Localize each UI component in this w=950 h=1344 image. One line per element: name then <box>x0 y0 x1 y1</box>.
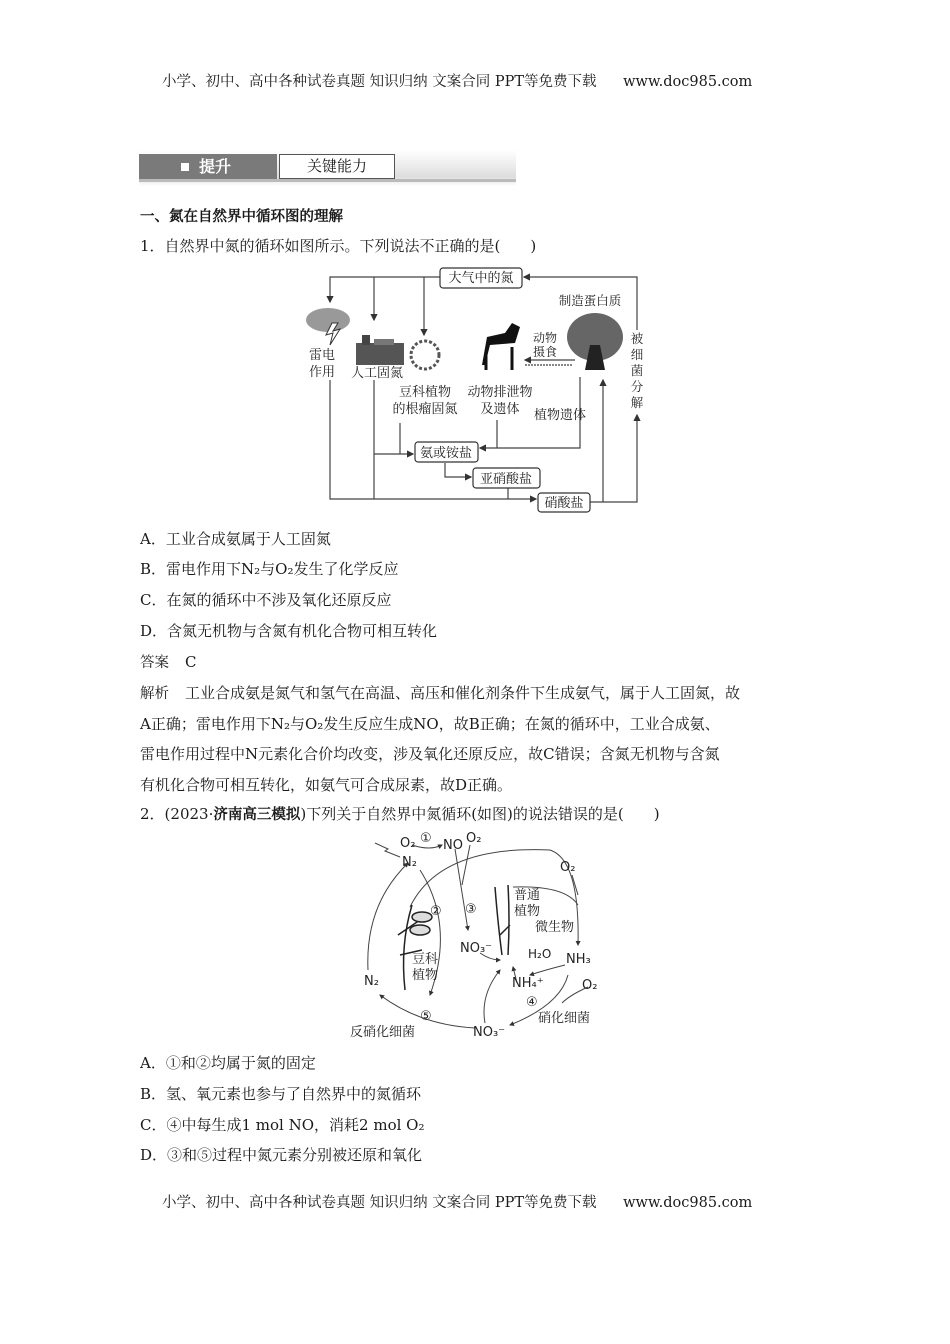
nitrogen-cycle-diagram-1 <box>300 265 650 515</box>
footer-text: 小学、初中、高中各种试卷真题 知识归纳 文案合同 PPT等免费下载 <box>162 1195 597 1211</box>
page-header <box>162 70 752 91</box>
answer-value: C <box>185 653 197 671</box>
q2-stem-prefix: 2．(2023· <box>140 805 214 823</box>
label-nitrifying: 硝化细菌 <box>538 1011 591 1026</box>
label-excreta-1: 动物排泄物 <box>467 385 533 400</box>
label-atmosphere: 大气中的氮 <box>448 271 514 286</box>
label-no: NO <box>443 838 463 853</box>
label-ammonia: 氨或铵盐 <box>419 446 473 461</box>
tab-dark-label: 提升 <box>199 157 232 176</box>
label-step-3: ③ <box>465 902 477 917</box>
q2-option-b: B．氢、氧元素也参与了自然界中的氮循环 <box>140 1085 422 1103</box>
label-legume-2: 的根瘤固氮 <box>392 402 458 417</box>
answer-label: 答案 <box>140 655 169 671</box>
analysis-label: 解析 <box>140 686 169 702</box>
label-microbe: 微生物 <box>535 920 575 935</box>
label-nh3: NH₃ <box>566 952 591 967</box>
q1-option-d: D．含氮无机物与含氮有机化合物可相互转化 <box>140 622 438 640</box>
section-tab-bar <box>139 150 516 186</box>
q1-analysis-2: A正确；雷电作用下N₂与O₂发生反应生成NO，故B正确；在氮的循环中，工业合成氨、 <box>140 715 720 733</box>
footer-url[interactable]: www.doc985.com <box>623 1195 753 1211</box>
q1-option-b: B．雷电作用下N₂与O₂发生了化学反应 <box>140 560 399 578</box>
label-nitrate: 硝酸盐 <box>544 496 584 511</box>
label-legume-1: 豆科植物 <box>398 385 452 400</box>
page-footer <box>162 1191 752 1212</box>
label-n2: N₂ <box>364 974 379 989</box>
q2-option-a: A．①和②均属于氮的固定 <box>140 1054 316 1072</box>
q1-option-a: A．工业合成氨属于人工固氮 <box>140 530 331 548</box>
label-animal-eat-1: 动物 <box>532 331 558 345</box>
label-n2: N₂ <box>402 855 417 870</box>
label-bacteria <box>631 331 644 410</box>
label-excreta-2: 及遗体 <box>480 402 520 417</box>
common-plant-icon <box>495 885 510 955</box>
label-animal-eat-2: 摄食 <box>532 345 558 359</box>
q1-analysis-1 <box>140 682 740 703</box>
label-step-1: ① <box>420 831 432 846</box>
legume-plant-icon <box>411 341 439 369</box>
label-common-plant: 普通 <box>514 888 541 903</box>
lightning-icon <box>375 843 400 857</box>
label-no3: NO₃⁻ <box>460 941 493 956</box>
label-denitrifying: 反硝化细菌 <box>350 1025 416 1040</box>
label-bacteria-char: 菌 <box>630 363 644 378</box>
label-nh4: NH₄⁺ <box>512 976 544 991</box>
q2-stem <box>140 803 660 824</box>
q2-stem-rest: )下列关于自然界中氮循环(如图)的说法错误的是( ) <box>300 805 660 823</box>
label-plant-remains: 植物遗体 <box>533 408 587 423</box>
label-bacteria-char: 被 <box>630 331 644 346</box>
label-legume: 植物 <box>412 968 439 983</box>
nitrogen-cycle-diagram-2 <box>350 825 610 1040</box>
label-lightning-1: 雷电 <box>308 348 336 363</box>
tab-tisheng <box>139 154 277 179</box>
tab-underline <box>139 179 516 182</box>
factory-icon <box>356 335 404 365</box>
cloud-lightning-icon <box>306 308 350 345</box>
section-title: 一、氮在自然界中循环图的理解 <box>140 209 343 225</box>
label-bacteria-char: 分 <box>630 379 644 394</box>
label-lightning-2: 作用 <box>308 365 336 380</box>
tab-key-ability: 关键能力 <box>279 154 395 179</box>
label-step-2: ② <box>430 904 442 919</box>
q1-stem: 1．自然界中氮的循环如图所示。下列说法不正确的是( ) <box>140 237 537 255</box>
label-o2: O₂ <box>582 978 598 993</box>
analysis-text: 工业合成氨是氮气和氢气在高温、高压和催化剂条件下生成氨气，属于人工固氮，故 <box>185 684 741 702</box>
label-legume: 豆科 <box>412 952 439 967</box>
label-nitrite: 亚硝酸盐 <box>479 472 533 487</box>
label-bacteria-char: 细 <box>630 347 644 362</box>
label-bacteria-char: 解 <box>630 395 644 410</box>
label-step-5: ⑤ <box>420 1009 432 1024</box>
q1-option-c: C．在氮的循环中不涉及氧化还原反应 <box>140 591 392 609</box>
q2-option-c: C．④中每生成1 mol NO，消耗2 mol O₂ <box>140 1116 425 1134</box>
horse-icon <box>482 323 520 370</box>
q1-answer <box>140 651 196 672</box>
q1-analysis-4: 有机化合物可相互转化，如氨气可合成尿素，故D正确。 <box>140 776 513 794</box>
header-url[interactable]: www.doc985.com <box>623 74 753 90</box>
q1-analysis-3: 雷电作用过程中N元素化合价均改变，涉及氧化还原反应，故C错误；含氮无机物与含氮 <box>140 745 720 763</box>
label-o2: O₂ <box>400 836 416 851</box>
q2-option-d: D．③和⑤过程中氮元素分别被还原和氧化 <box>140 1146 423 1164</box>
label-step-4: ④ <box>526 995 538 1010</box>
square-icon <box>181 163 189 171</box>
q2-source: 济南高三模拟 <box>213 807 301 823</box>
label-o2: O₂ <box>466 831 482 846</box>
label-common-plant: 植物 <box>514 904 541 919</box>
label-protein: 制造蛋白质 <box>558 293 622 308</box>
label-o2: O₂ <box>560 860 576 875</box>
header-text: 小学、初中、高中各种试卷真题 知识归纳 文案合同 PPT等免费下载 <box>162 74 597 90</box>
label-no3: NO₃⁻ <box>473 1025 506 1040</box>
label-h2o: H₂O <box>528 947 552 961</box>
label-artificial: 人工固氮 <box>350 366 404 381</box>
